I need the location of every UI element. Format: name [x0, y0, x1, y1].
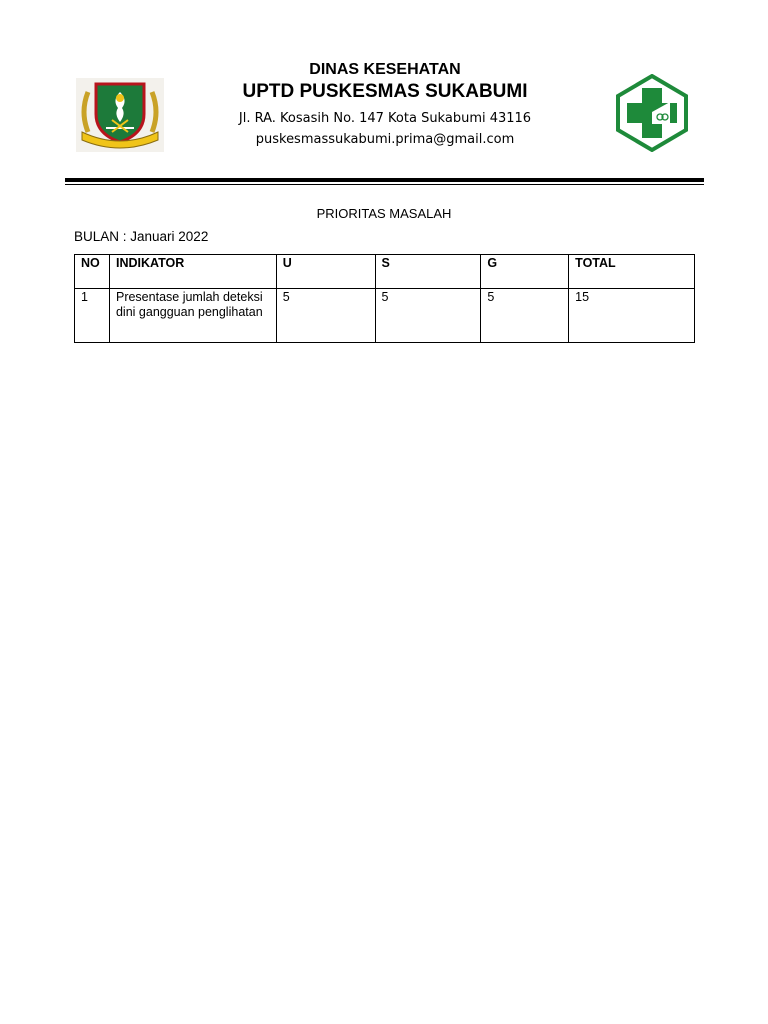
- table-cell-total: 15: [569, 289, 695, 343]
- institution-name: UPTD PUSKESMAS SUKABUMI: [242, 81, 528, 102]
- table-cell-u: 5: [276, 289, 375, 343]
- table-cell-g: 5: [481, 289, 569, 343]
- column-header: S: [375, 255, 481, 289]
- header-divider-thin: [65, 184, 704, 185]
- table-cell-indikator: Presentase jumlah deteksi dini gangguan penglihatan: [109, 289, 276, 343]
- column-header: NO: [75, 255, 110, 289]
- header-divider-thick: [65, 178, 704, 182]
- document-title: PRIORITAS MASALAH: [316, 206, 452, 221]
- table-row: [75, 289, 695, 343]
- puskesmas-cross-icon: [616, 74, 688, 152]
- email: puskesmassukabumi.prima@gmail.com: [255, 132, 515, 147]
- city-coat-of-arms-icon: [76, 78, 164, 152]
- address: Jl. RA. Kosasih No. 147 Kota Sukabumi 43116: [238, 111, 532, 126]
- agency-name: DINAS KESEHATAN: [309, 61, 461, 78]
- table-cell-s: 5: [375, 289, 481, 343]
- column-header: G: [481, 255, 569, 289]
- column-header: INDIKATOR: [109, 255, 276, 289]
- table-cell-no: 1: [75, 289, 110, 343]
- letterhead: [180, 60, 590, 149]
- column-header: TOTAL: [569, 255, 695, 289]
- period-label: BULAN : Januari 2022: [74, 229, 209, 244]
- table-header-row: [75, 255, 695, 289]
- priority-table: [74, 254, 695, 343]
- column-header: U: [276, 255, 375, 289]
